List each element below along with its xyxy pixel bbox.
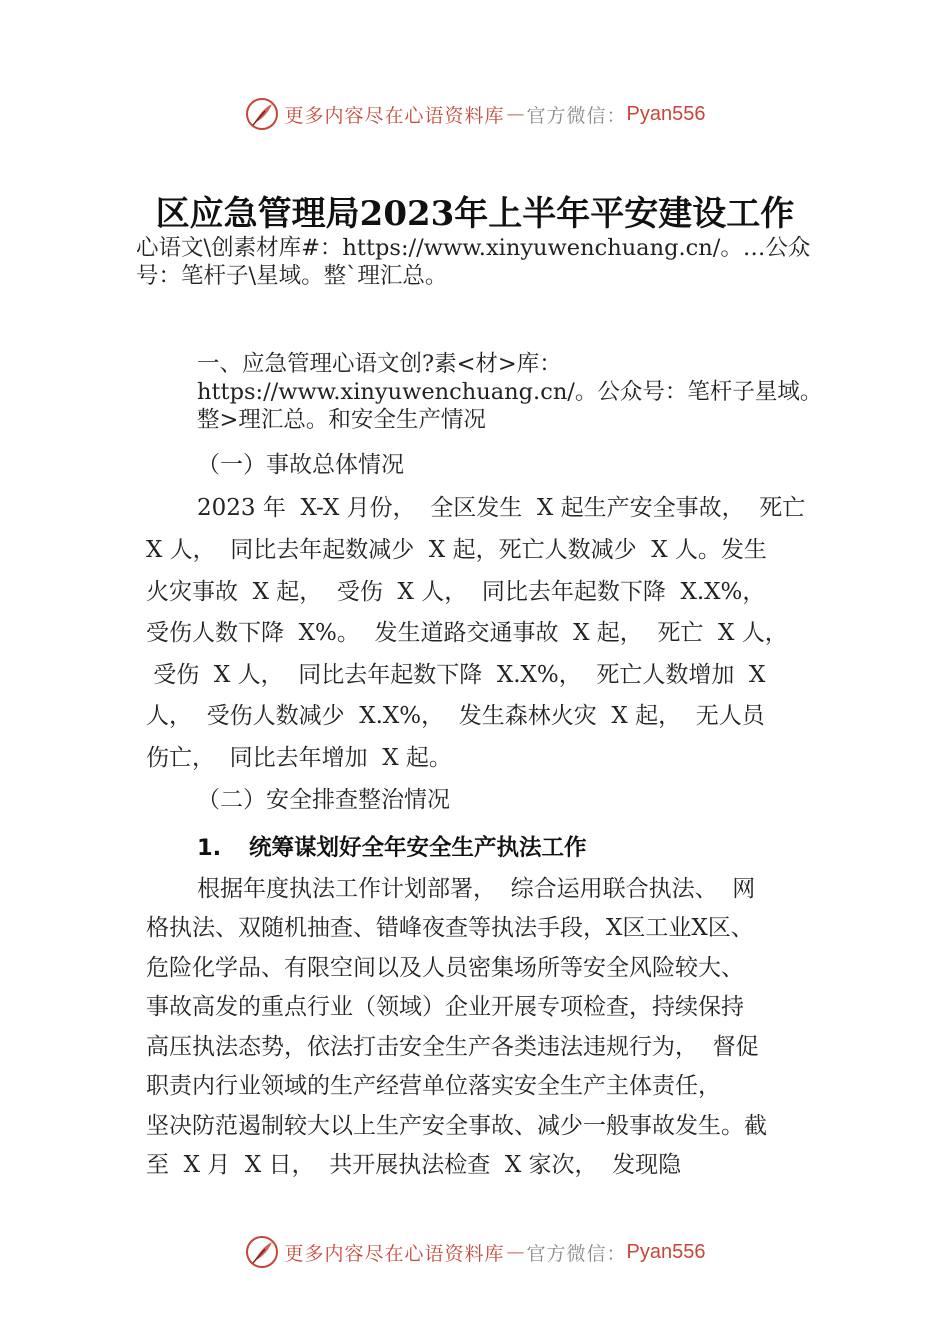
body-line: 格执法、双随机抽查、错峰夜查等执法手段，X区工业X区、 bbox=[146, 915, 754, 941]
watermark-banner-bottom bbox=[0, 1232, 950, 1272]
body-line: 受伤人数下降 X%。 发生道路交通事故 X 起， 死亡 X 人， bbox=[146, 620, 788, 646]
body-line: 受伤 X 人， 同比去年起数下降 X.X%， 死亡人数增加 X bbox=[146, 662, 766, 688]
watermark-wechat-id: Pyan556 bbox=[626, 102, 706, 125]
item-1-heading bbox=[197, 830, 587, 862]
watermark-separator: — bbox=[506, 103, 525, 125]
body-line: 伤亡， 同比去年增加 X 起。 bbox=[146, 745, 452, 771]
document-title: 区应急管理局2023年上半年平安建设工作 bbox=[155, 194, 795, 234]
watermark-text: 更多内容尽在心语资料库 bbox=[284, 104, 505, 127]
subsection-2-heading: （二）安全排查整治情况 bbox=[197, 787, 450, 813]
body-line: 职责内行业领域的生产经营单位落实安全生产主体责任， bbox=[146, 1073, 721, 1099]
body-line: 根据年度执法工作计划部署， 综合运用联合执法、 网 bbox=[197, 876, 756, 902]
watermark-wechat-label: 官方微信： bbox=[526, 104, 627, 127]
watermark-text: 更多内容尽在心语资料库 bbox=[284, 1242, 505, 1265]
section-1-heading: 一、应急管理心语文创?素<材>库：https://www.xinyuwenchuang.cn/。公众号：笔杆子星域。整>理汇总。和安全生产情况 bbox=[197, 351, 823, 433]
body-line: 事故高发的重点行业（领域）企业开展专项检查，持续保持 bbox=[146, 994, 744, 1020]
item-1-heading-text: 统筹谋划好全年安全生产执法工作 bbox=[249, 835, 587, 861]
source-note: 心语文\创素材库#：https://www.xinyuwenchuang.cn/。…公众号：笔杆子\星域。整`理汇总。 bbox=[136, 235, 811, 289]
body-line: 2023 年 X-X 月份， 全区发生 X 起生产安全事故， 死亡 bbox=[197, 495, 806, 521]
watermark-banner-top bbox=[0, 94, 950, 134]
body-line: 高压执法态势，依法打击安全生产各类违法违规行为， 督促 bbox=[146, 1034, 759, 1060]
watermark-wechat-label: 官方微信： bbox=[526, 1242, 627, 1265]
feather-quill-icon bbox=[245, 97, 279, 131]
watermark-separator: — bbox=[506, 1241, 525, 1263]
feather-quill-icon bbox=[245, 1235, 279, 1269]
item-1-number: 1. bbox=[197, 835, 222, 861]
body-line: X 人， 同比去年起数减少 X 起，死亡人数减少 X 人。发生 bbox=[146, 537, 767, 563]
body-line: 人， 受伤人数减少 X.X%， 发生森林火灾 X 起， 无人员 bbox=[146, 703, 765, 729]
body-line: 火灾事故 X 起， 受伤 X 人， 同比去年起数下降 X.X%， bbox=[146, 579, 766, 605]
body-line: 危险化学品、有限空间以及人员密集场所等安全风险较大、 bbox=[146, 955, 744, 981]
subsection-1-heading: （一）事故总体情况 bbox=[197, 452, 404, 478]
body-line: 坚决防范遏制较大以上生产安全事故、减少一般事故发生。截 bbox=[146, 1113, 767, 1139]
body-line: 至 X 月 X 日， 共开展执法检查 X 家次， 发现隐 bbox=[146, 1152, 682, 1178]
watermark-wechat-id: Pyan556 bbox=[626, 1240, 706, 1263]
